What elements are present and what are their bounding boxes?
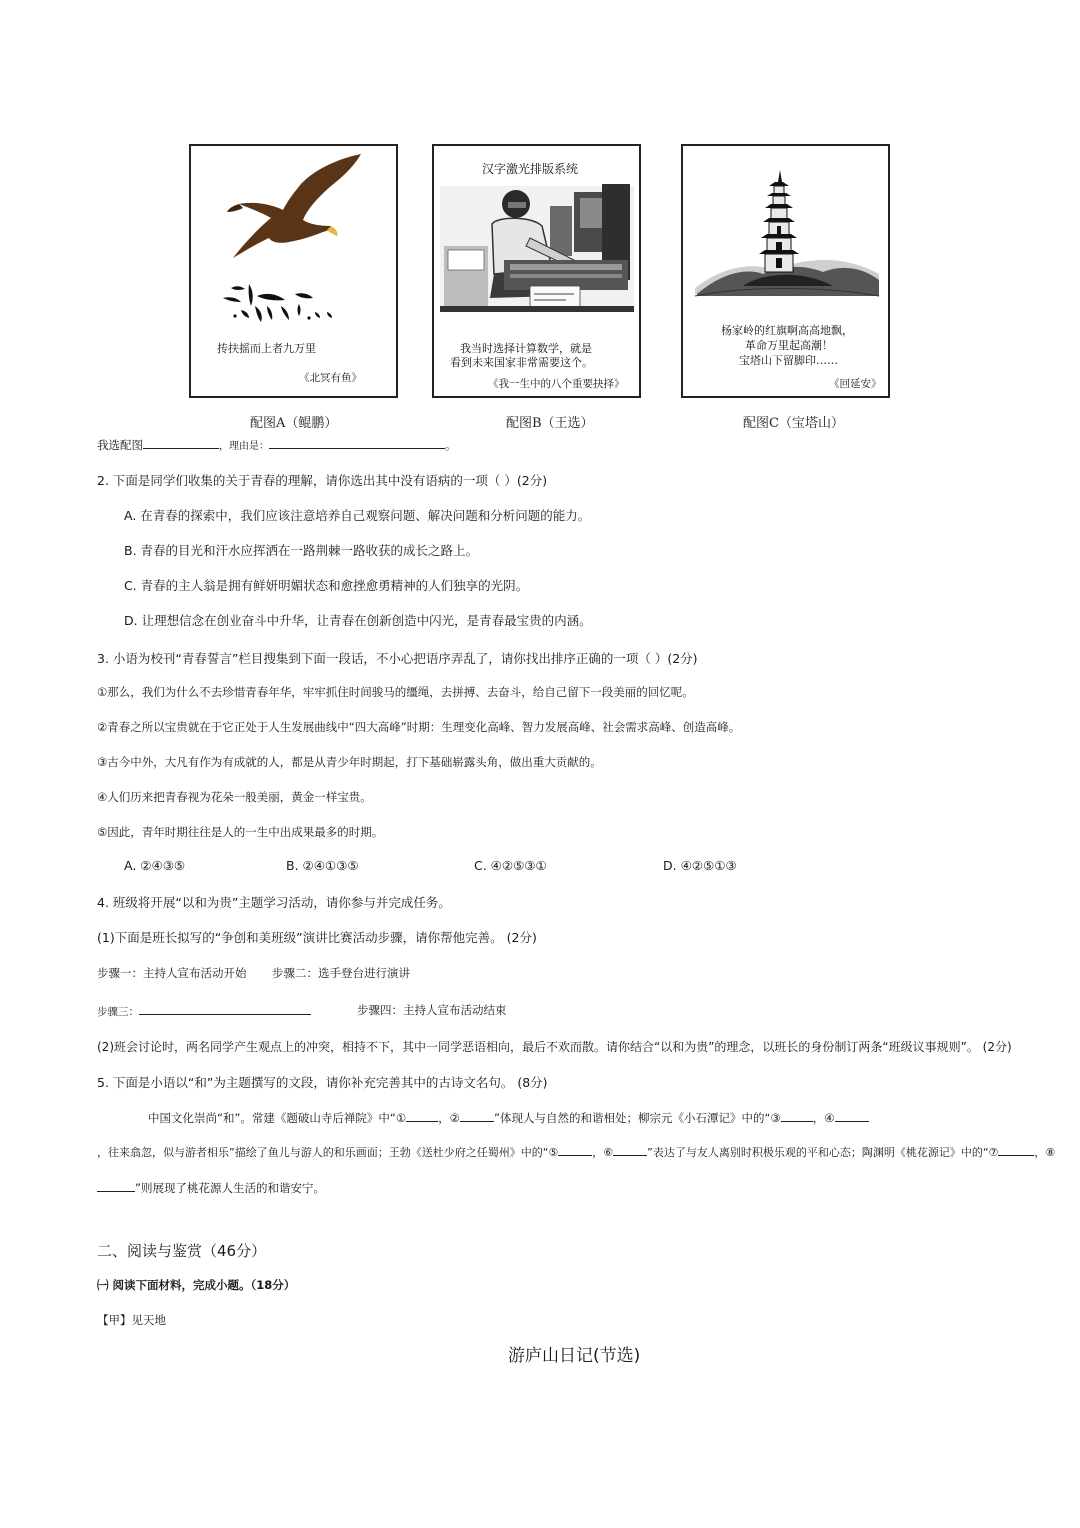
q4-step3-label: 步骤三： (97, 1006, 139, 1018)
choose-prefix: 我选配图 (97, 438, 143, 452)
q5-text-2c: ”表达了与友人离别时积极乐观的平和心态；陶渊明《桃花源记》中的“⑦ (647, 1146, 999, 1159)
eagle-illustration (191, 146, 396, 396)
passage-title: 游庐山日记(节选) (508, 1346, 641, 1366)
q5-text-1b: ，② (438, 1111, 460, 1125)
q5-stem: 5. 下面是小语以“和”为主题撰写的文段，请你补充完善其中的古诗文名句。 (8分) (97, 1075, 548, 1090)
q5-text-1a: 中国文化崇尚“和”。常建《题破山寺后禅院》中“① (148, 1111, 407, 1125)
q3-option-b[interactable]: B. ②④①③⑤ (286, 858, 359, 873)
q3-option-d[interactable]: D. ④②⑤①③ (663, 858, 737, 873)
reason-blank[interactable] (269, 436, 445, 449)
q3-sentence-2: ②青春之所以宝贵就在于它正处于人生发展曲线中“四大高峰”时期：生理变化高峰、智力发展高峰、社会需求高峰、创造高峰。 (97, 720, 741, 734)
blank-1[interactable] (406, 1109, 438, 1122)
figure-b-header: 汉字激光排版系统 (482, 162, 579, 176)
q4-stem: 4. 班级将开展“以和为贵”主题学习活动，请你参与并完成任务。 (97, 895, 451, 910)
q5-line1 (148, 1109, 869, 1126)
choose-figure-line (97, 436, 457, 453)
q4-step3-line (97, 1002, 311, 1019)
q2-option-a[interactable]: A. 在青春的探索中，我们应该注意培养自己观察问题、解决问题和分析问题的能力。 (124, 508, 591, 523)
figure-c-source: 《回延安》 (829, 378, 882, 390)
figure-c-quote-line1: 杨家岭的红旗啊高高地飘， (721, 324, 853, 337)
q3-option-a[interactable]: A. ②④③⑤ (124, 858, 186, 873)
q4-step1: 步骤一：主持人宣布活动开始 (97, 966, 247, 980)
figure-a-source: 《北冥有鱼》 (299, 372, 362, 384)
q5-text-1c: ”体现人与自然的和谐相处；柳宗元《小石潭记》中的“③ (494, 1111, 781, 1125)
q2-option-b[interactable]: B. 青春的目光和汗水应挥洒在一路荆棘一路收获的成长之路上。 (124, 543, 479, 558)
figure-a-kunpeng (189, 144, 398, 398)
q3-sentence-1: ①那么，我们为什么不去珍惜青春年华，牢牢抓住时间骏马的缰绳，去拼搏、去奋斗，给自己留下一段美丽的回忆呢。 (97, 685, 694, 699)
section2-subheading: ㈠ 阅读下面材料，完成小题。（18分） (97, 1278, 296, 1292)
q3-sentence-3: ③古今中外，大凡有作为有成就的人，都是从青少年时期起，打下基础崭露头角，做出重大贡献的。 (97, 755, 602, 769)
figure-b-source: 《我一生中的八个重要抉择》 (488, 378, 625, 390)
figure-c-caption: 配图C（宝塔山） (743, 416, 844, 431)
blank-8[interactable] (97, 1179, 135, 1192)
step3-blank[interactable] (139, 1002, 311, 1015)
figure-c-baota (681, 144, 890, 398)
q4-sub2: (2)班会讨论时，两名同学产生观点上的冲突，相持不下，其中一同学恶语相向，最后不欢而散。请你结合“以和为贵”的理念，以班长的身份制订两条“班级议事规则”。 (2分) (97, 1040, 1012, 1054)
figure-b-wangxuan (432, 144, 641, 398)
q5-text-2b: ，⑥ (592, 1146, 614, 1159)
q5-line3 (97, 1179, 325, 1196)
q5-text-1d: ，④ (812, 1111, 835, 1125)
blank-2[interactable] (460, 1109, 494, 1122)
blank-4[interactable] (835, 1109, 869, 1122)
q5-text-2d: ，⑧ (1034, 1146, 1056, 1159)
blank-5[interactable] (558, 1143, 592, 1156)
figure-b-caption: 配图B（王选） (506, 416, 594, 431)
figure-c-quote-line2: 革命万里起高潮！ (745, 339, 833, 352)
section2-heading: 二、阅读与鉴赏（46分） (97, 1242, 267, 1260)
figure-a-calligraphy (251, 296, 253, 297)
figure-a-quote: 抟扶摇而上者九万里 (217, 342, 316, 355)
q3-option-c[interactable]: C. ④②⑤③① (474, 858, 547, 873)
q3-sentence-5: ⑤因此，青年时期往往是人的一生中出成果最多的时期。 (97, 825, 384, 839)
choose-mid: ，理由是： (219, 441, 269, 452)
q2-option-d[interactable]: D. 让理想信念在创业奋斗中升华，让青春在创新创造中闪光，是青春最宝贵的内涵。 (124, 613, 592, 628)
figure-choice-blank[interactable] (143, 436, 219, 449)
q2-stem: 2. 下面是同学们收集的关于青春的理解，请你选出其中没有语病的一项（ ）(2分) (97, 473, 548, 488)
q4-sub1: (1)下面是班长拟写的“争创和美班级”演讲比赛活动步骤，请你帮他完善。 (2分) (97, 930, 537, 945)
q3-sentence-4: ④人们历来把青春视为花朵一般美丽，黄金一样宝贵。 (97, 790, 372, 804)
choose-end: 。 (445, 438, 457, 452)
figure-b-quote-line1: 我当时选择计算数学，就是 (460, 342, 592, 355)
figure-a-caption: 配图A（鲲鹏） (250, 416, 338, 431)
q3-stem: 3. 小语为校刊“青春誓言”栏目搜集到下面一段话，不小心把语序弄乱了，请你找出排序正确的一项（ ）(2分) (97, 651, 698, 666)
q2-option-c[interactable]: C. 青春的主人翁是拥有鲜妍明媚状态和愈挫愈勇精神的人们独享的光阴。 (124, 578, 529, 593)
q4-step2: 步骤二：选手登台进行演讲 (272, 966, 410, 980)
q5-line2 (97, 1143, 1055, 1160)
blank-3[interactable] (781, 1109, 813, 1122)
figure-c-quote-line3: 宝塔山下留脚印…… (739, 354, 838, 367)
q4-step4: 步骤四：主持人宣布活动结束 (357, 1003, 507, 1017)
figure-b-quote-line2: 看到未来国家非常需要这个。 (450, 356, 593, 369)
q5-text-2a: ，往来翕忽，似与游者相乐”描绘了鱼儿与游人的和乐画面；王勃《送杜少府之任蜀州》中的“⑤ (97, 1146, 559, 1159)
blank-7[interactable] (998, 1143, 1034, 1156)
q5-text-3b: ”则展现了桃花源人生活的和谐安宁。 (135, 1181, 325, 1195)
blank-6[interactable] (613, 1143, 647, 1156)
section2-jia: 【甲】见天地 (97, 1313, 166, 1327)
